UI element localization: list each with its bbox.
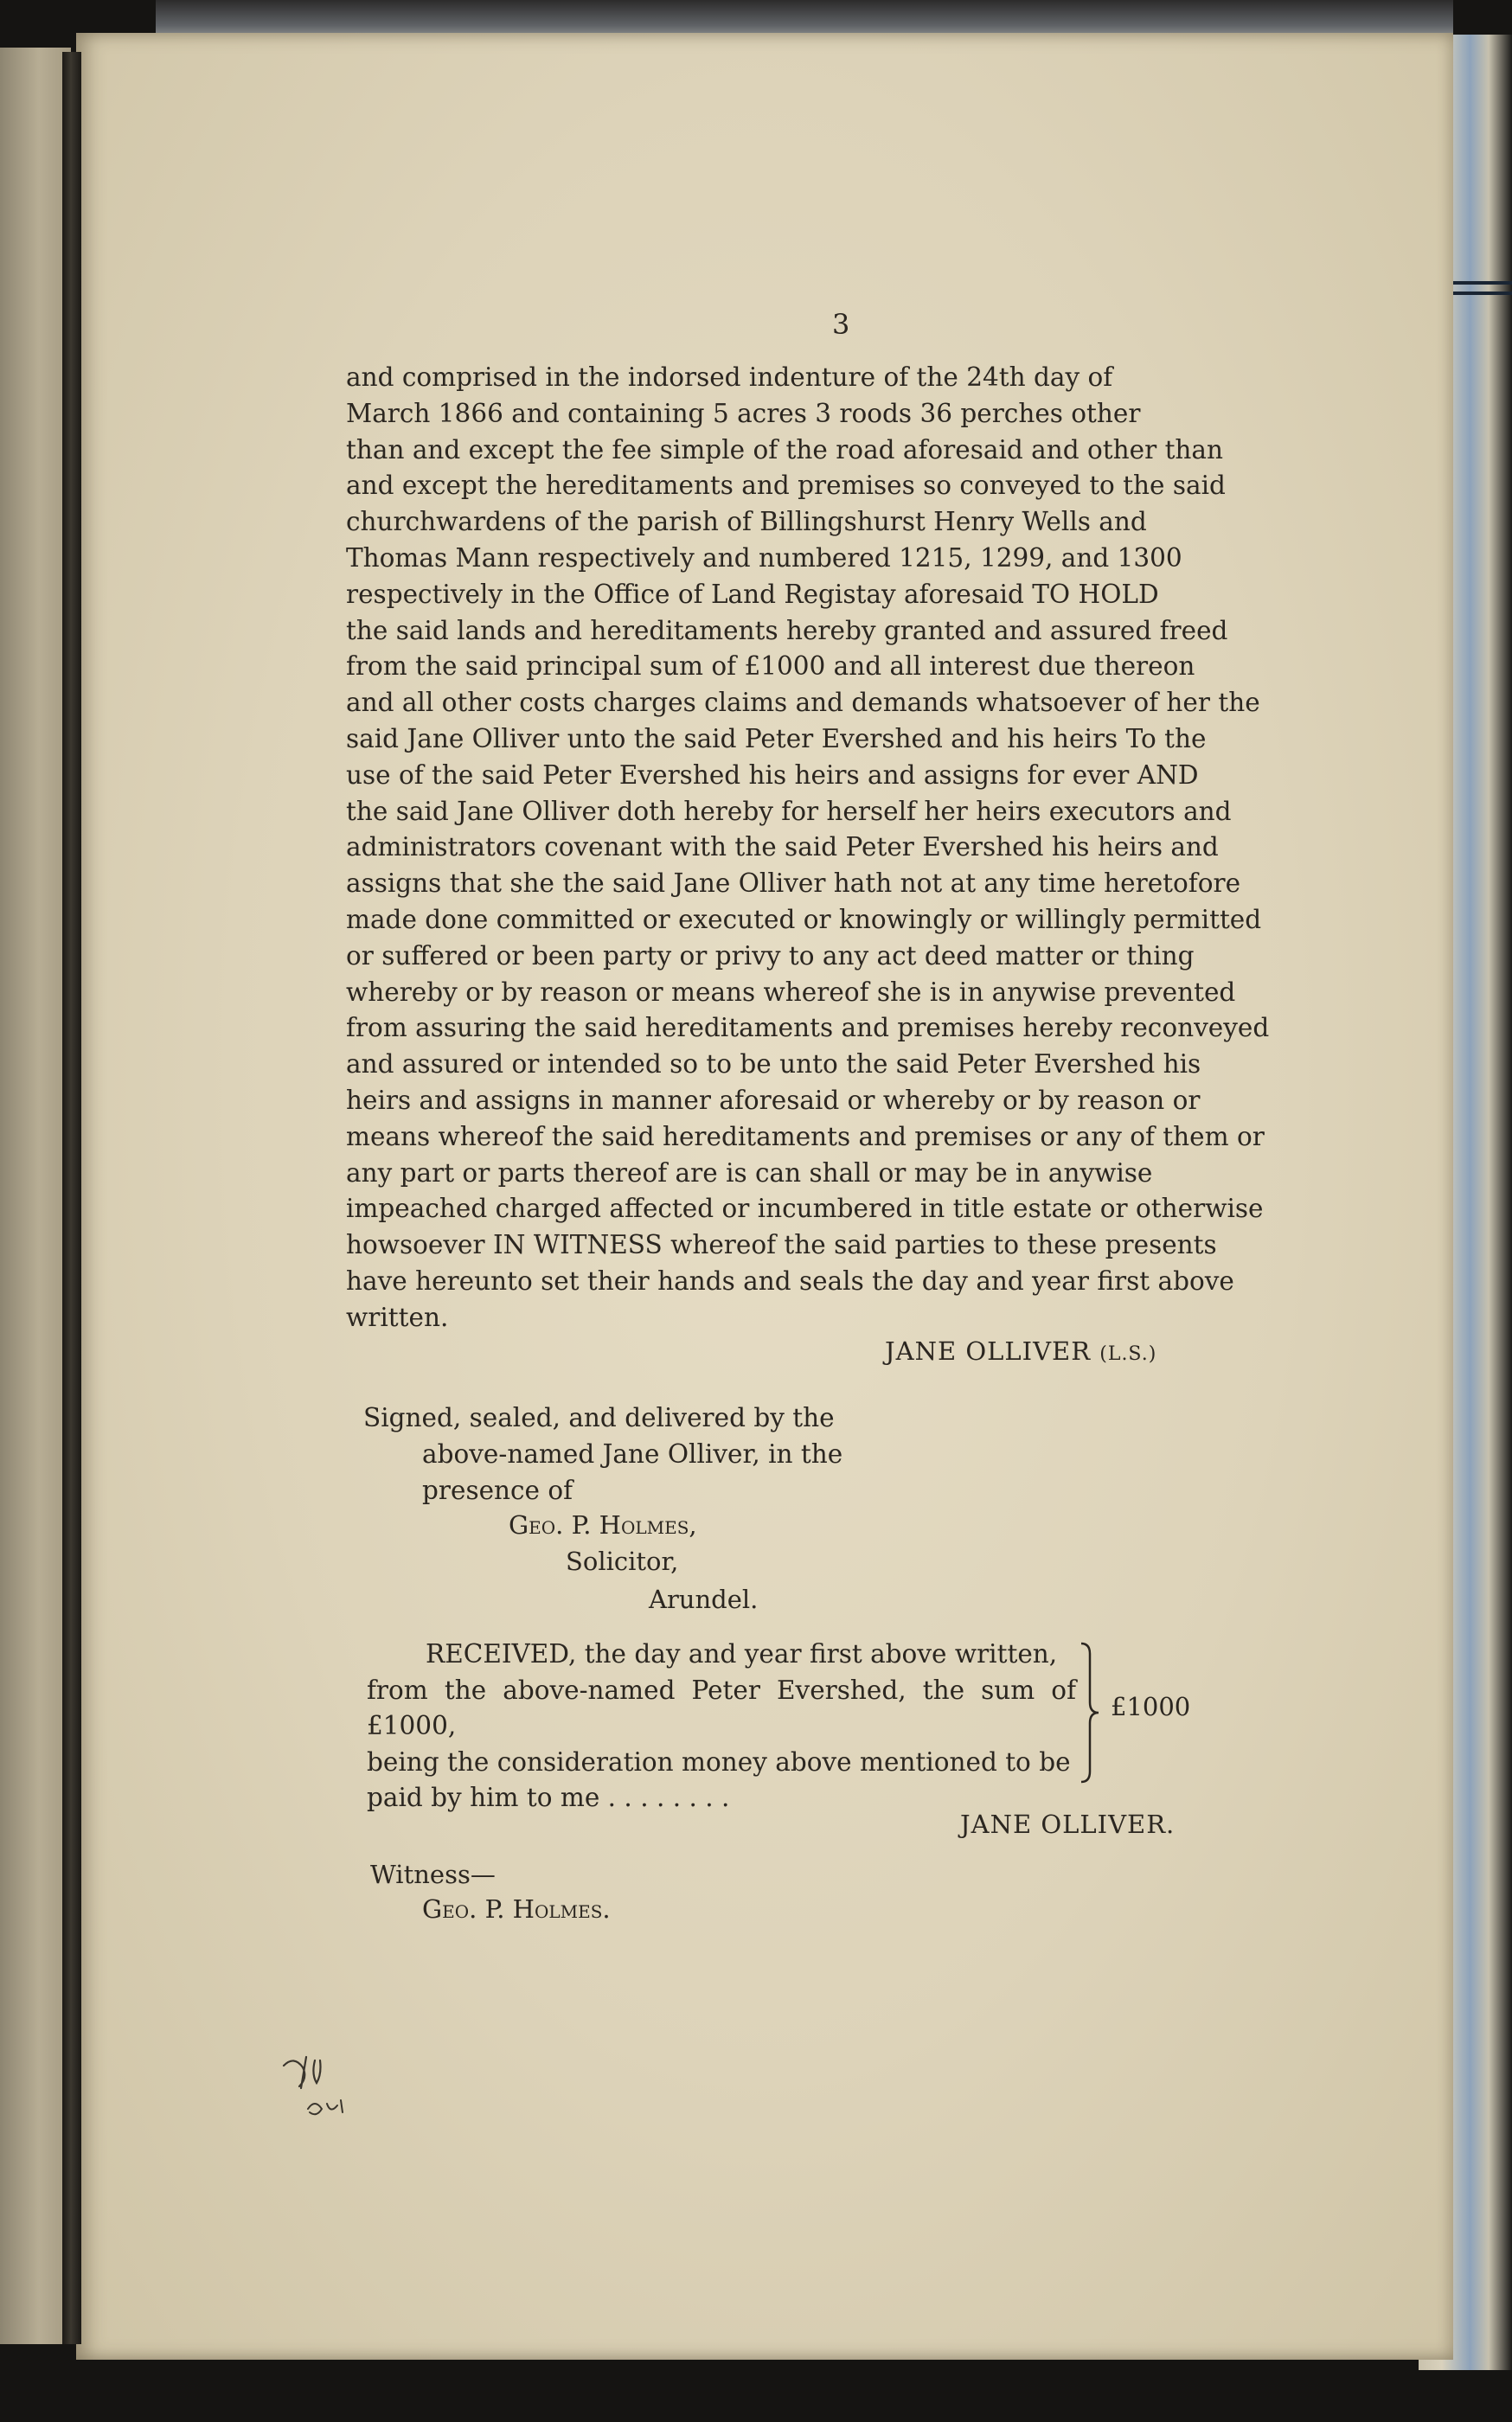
top-binding-strip — [156, 0, 1453, 36]
attestation-line: Signed, sealed, and delivered by the — [363, 1403, 835, 1432]
body-line: and comprised in the indorsed indenture of the 24th day of — [346, 362, 1113, 392]
body-line: made done committed or executed or knowingly or willingly permitted — [346, 904, 1262, 934]
final-signature: JANE OLLIVER. — [960, 1810, 1176, 1839]
attestation-clause — [363, 1400, 848, 1509]
witness-label: Witness— — [370, 1860, 496, 1889]
body-line: use of the said Peter Evershed his heirs and assigns for ever AND — [346, 759, 1199, 790]
document-page — [76, 33, 1453, 2360]
body-line: howsoever IN WITNESS whereof the said parties to these presents — [346, 1230, 1217, 1260]
body-line: the said lands and hereditaments hereby granted and assured freed — [346, 615, 1228, 645]
body-line: from assuring the said hereditaments and premises hereby reconveyed — [346, 1013, 1270, 1043]
receipt-clause — [367, 1637, 1076, 1816]
witness-title: Solicitor, — [566, 1547, 679, 1576]
body-line: administrators covenant with the said Peter Evershed his heirs and — [346, 832, 1219, 862]
body-line: means whereof the said hereditaments and premises or any of them or — [346, 1121, 1265, 1151]
body-line: churchwardens of the parish of Billingshurst Henry Wells and — [346, 507, 1147, 537]
attestation-line: presence of — [422, 1476, 573, 1505]
body-line: and assured or intended so to be unto the said Peter Evershed his — [346, 1049, 1201, 1080]
body-line: any part or parts thereof are is can shall or may be in anywise — [346, 1157, 1153, 1188]
receipt-line: RECEIVED, the day and year first above written, — [426, 1639, 1058, 1669]
curly-brace-icon — [1080, 1642, 1100, 1784]
attestation-line: above-named Jane Olliver, in the — [422, 1439, 843, 1469]
left-facing-page-edge — [0, 48, 71, 2344]
body-line: respectively in the Office of Land Registay aforesaid TO HOLD — [346, 579, 1159, 609]
seal-suffix: (L.S.) — [1099, 1343, 1157, 1365]
witness-name: Geo. P. Holmes, — [509, 1510, 697, 1540]
body-line: have hereunto set their hands and seals the day and year first above — [346, 1265, 1234, 1296]
body-line: said Jane Olliver unto the said Peter Evershed and his heirs To the — [346, 723, 1207, 753]
deed-body-text — [346, 360, 1294, 1336]
body-line: Thomas Mann respectively and numbered 1215, 1299, and 1300 — [346, 542, 1182, 573]
handwritten-initials-icon — [277, 2048, 381, 2126]
receipt-line: from the above-named Peter Evershed, the sum of £1000, — [367, 1675, 1076, 1740]
body-line: impeached charged affected or incumbered in title estate or otherwise — [346, 1194, 1264, 1224]
receipt-amount: £1000 — [1111, 1692, 1191, 1721]
body-line: heirs and assigns in manner aforesaid or whereby or by reason or — [346, 1085, 1201, 1115]
body-line: and all other costs charges claims and demands whatsoever of her the — [346, 688, 1260, 718]
receipt-witness-name: Geo. P. Holmes. — [422, 1894, 611, 1924]
stack-line — [1453, 292, 1512, 295]
receipt-line: paid by him to me . . . . . . . . — [367, 1783, 730, 1812]
page-number: 3 — [832, 308, 851, 341]
book-gutter — [62, 52, 81, 2344]
receipt-line: being the consideration money above mentioned to be — [367, 1746, 1071, 1777]
body-line: or suffered or been party or privy to any act deed matter or thing — [346, 940, 1195, 971]
witness-place: Arundel. — [649, 1585, 759, 1614]
body-line: assigns that she the said Jane Olliver hath not at any time heretofore — [346, 868, 1241, 899]
body-line: March 1866 and containing 5 acres 3 roods 36 perches other — [346, 398, 1141, 428]
body-line: written. — [346, 1302, 449, 1332]
body-line: whereby or by reason or means whereof she is in anywise prevented — [346, 977, 1236, 1007]
signatory-name: JANE OLLIVER — [885, 1336, 1092, 1366]
stack-line — [1453, 281, 1512, 285]
body-line: and except the hereditaments and premises so conveyed to the said — [346, 471, 1226, 501]
body-line: than and except the fee simple of the road aforesaid and other than — [346, 434, 1224, 465]
signature-with-seal — [885, 1336, 1156, 1366]
body-line: the said Jane Olliver doth hereby for herself her heirs executors and — [346, 796, 1232, 826]
body-line: from the said principal sum of £1000 and all interest due thereon — [346, 651, 1195, 682]
